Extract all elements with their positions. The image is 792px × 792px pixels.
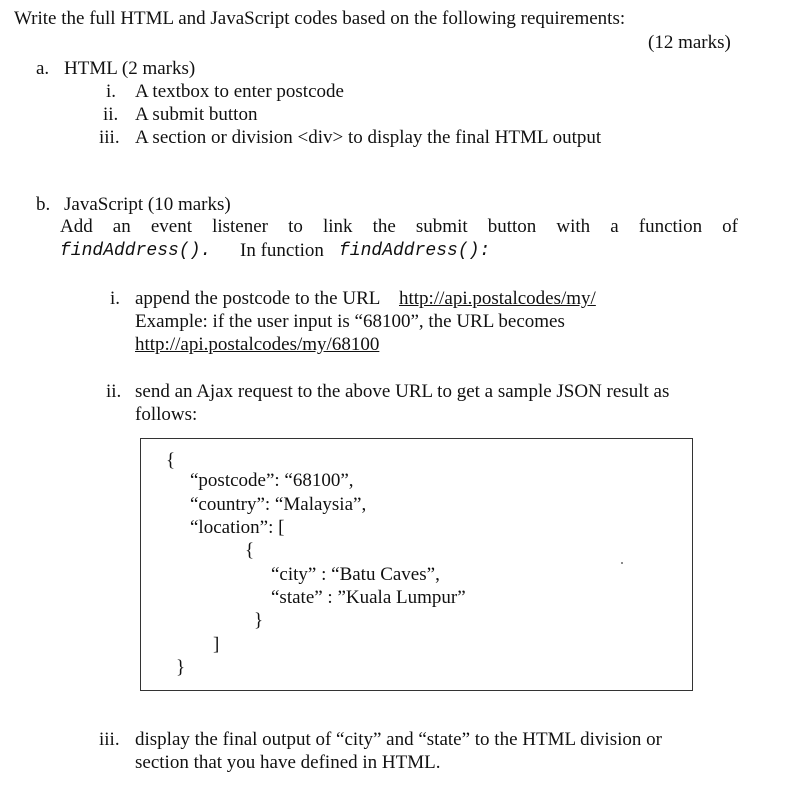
json-inner-close-brace: } xyxy=(254,610,264,631)
part-a-item-num: iii. xyxy=(99,127,120,148)
json-array-close: ] xyxy=(213,634,220,655)
part-b-item3-line2: section that you have defined in HTML. xyxy=(135,752,441,773)
part-b-item1-text: append the postcode to the URL xyxy=(135,288,381,309)
part-a-item-num: i. xyxy=(106,81,117,102)
json-city-line: “city” : “Batu Caves”, xyxy=(271,564,440,585)
json-close-brace: } xyxy=(176,657,186,678)
part-b-item-num: iii. xyxy=(99,729,120,750)
scan-speck xyxy=(621,562,623,564)
json-location-line: “location”: [ xyxy=(190,517,285,538)
part-b-label: b. xyxy=(36,194,51,215)
part-a-item-text: A section or division <div> to display the final HTML output xyxy=(135,127,602,148)
part-b-item2-line1: send an Ajax request to the above URL to get a sample JSON result as xyxy=(135,381,670,402)
part-b-item-num: i. xyxy=(110,288,121,309)
part-a-item-text: A textbox to enter postcode xyxy=(135,81,344,102)
json-inner-open-brace: { xyxy=(245,540,255,561)
function-name-code: findAddress(). xyxy=(60,241,212,261)
total-marks: (12 marks) xyxy=(648,32,731,53)
question-intro: Write the full HTML and JavaScript codes based on the following requirements: xyxy=(14,8,626,29)
json-open-brace: { xyxy=(166,450,176,471)
json-country-line: “country”: “Malaysia”, xyxy=(190,494,367,515)
function-name-code-2: findAddress(): xyxy=(339,241,491,261)
part-b-item2-line2: follows: xyxy=(135,404,198,425)
example-url-link[interactable]: http://api.postalcodes/my/68100 xyxy=(135,334,380,355)
part-b-title: JavaScript (10 marks) xyxy=(64,194,231,215)
part-b-description-mid: In function xyxy=(240,240,324,261)
part-a-title: HTML (2 marks) xyxy=(64,58,196,79)
part-b-item3-line1: display the final output of “city” and “state” to the HTML division or xyxy=(135,729,662,750)
part-b-description-line1: Add an event listener to link the submit button with a function of xyxy=(60,216,738,237)
api-url-link[interactable]: http://api.postalcodes/my/ xyxy=(399,288,596,309)
part-a-item-text: A submit button xyxy=(135,104,258,125)
part-a-label: a. xyxy=(36,58,50,79)
part-b-item1-example: Example: if the user input is “68100”, the URL becomes xyxy=(135,311,565,332)
part-b-item-num: ii. xyxy=(106,381,122,402)
json-postcode-line: “postcode”: “68100”, xyxy=(190,470,354,491)
part-a-item-num: ii. xyxy=(103,104,119,125)
json-state-line: “state” : ”Kuala Lumpur” xyxy=(271,587,466,608)
